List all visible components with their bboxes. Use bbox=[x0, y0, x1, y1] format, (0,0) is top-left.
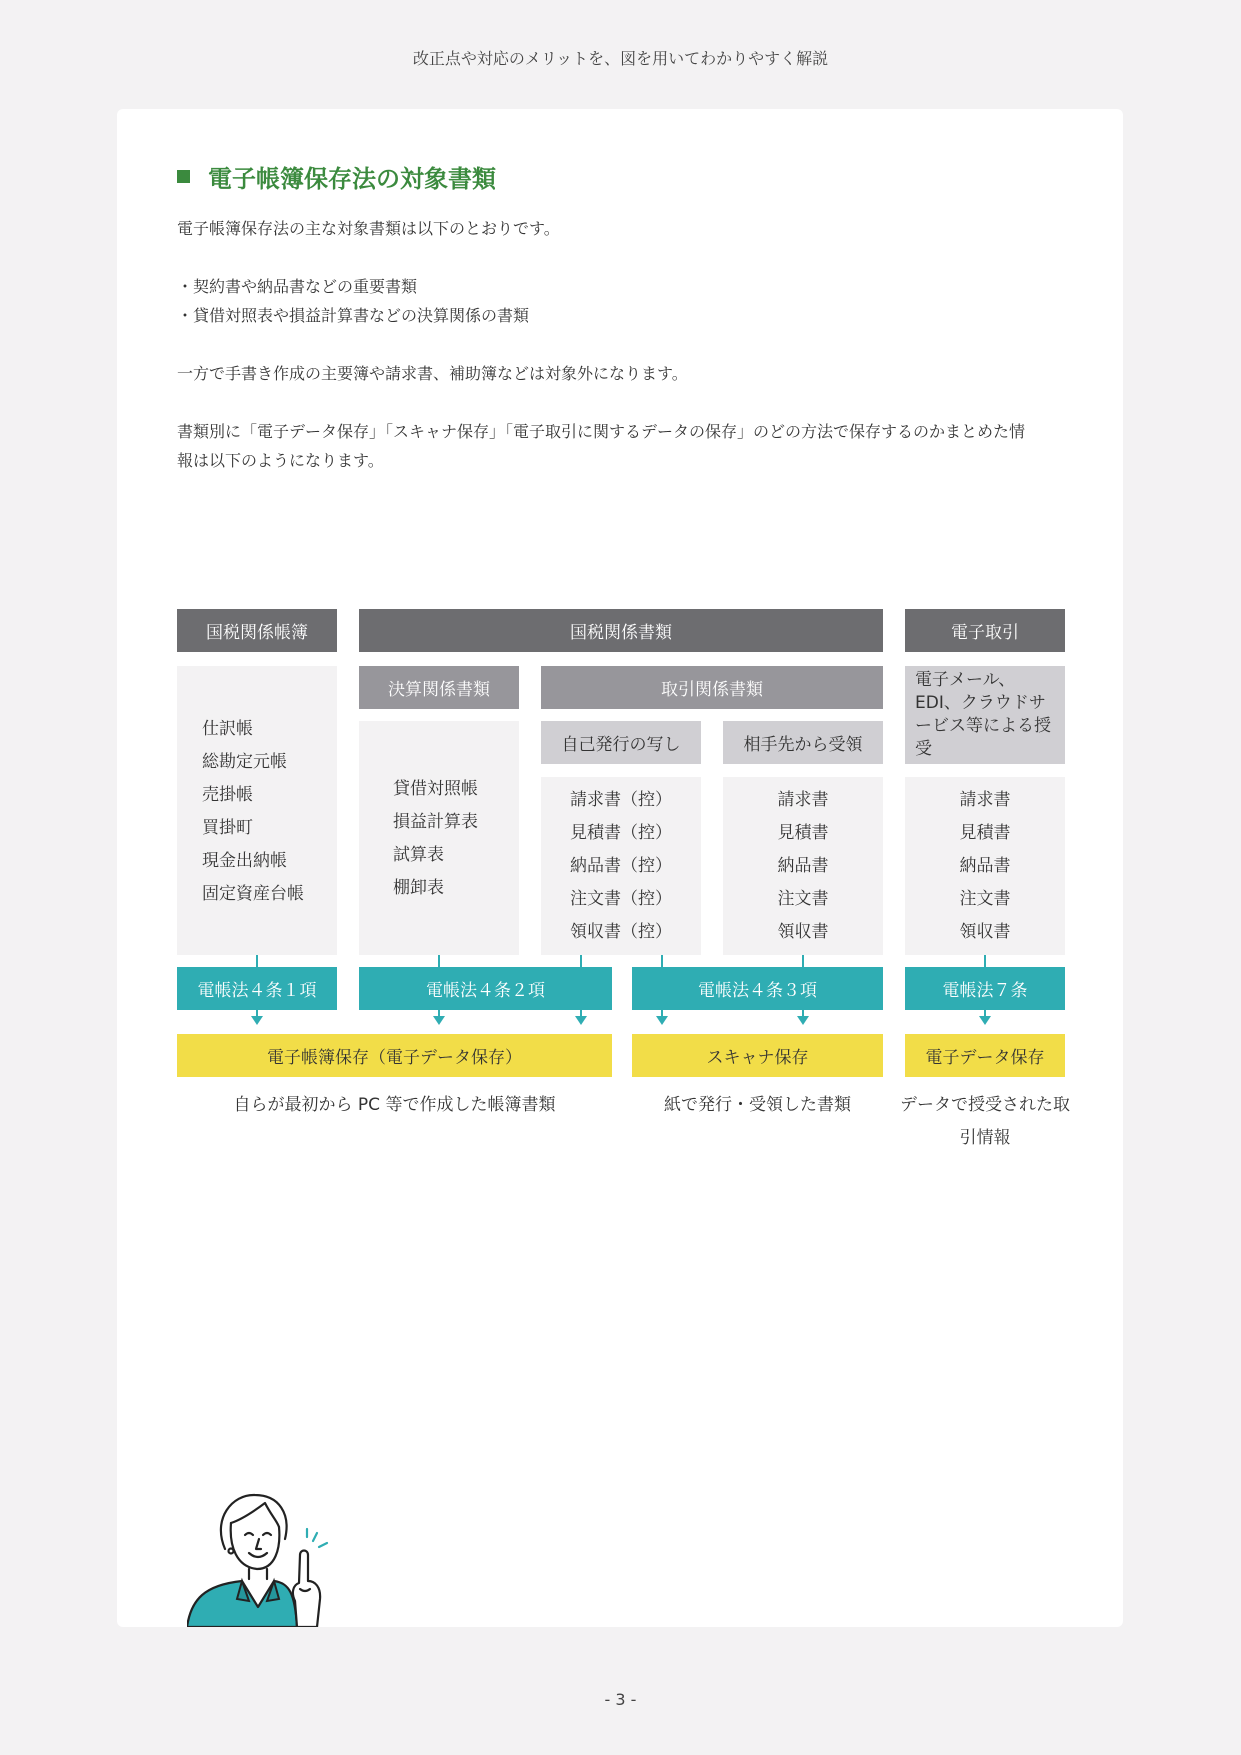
law-art4-2: 電帳法４条２項 bbox=[359, 967, 612, 1010]
list-item: 領収書 bbox=[777, 922, 829, 942]
list-item: 棚卸表 bbox=[393, 878, 444, 898]
page-number: - 3 - bbox=[604, 1690, 637, 1709]
connector-line bbox=[256, 955, 258, 967]
law-art4-1: 電帳法４条１項 bbox=[177, 967, 337, 1010]
connector-line bbox=[580, 955, 582, 967]
person-pointing-up-icon bbox=[187, 1489, 337, 1627]
content-card bbox=[117, 109, 1123, 1627]
list-item: 試算表 bbox=[393, 845, 444, 865]
list-item: 請求書 bbox=[777, 790, 829, 810]
list-item: 納品書（控） bbox=[570, 856, 672, 876]
header-tax-documents: 国税関係書類 bbox=[359, 609, 883, 652]
list-item: 注文書（控） bbox=[570, 889, 672, 909]
caption-scanner: 紙で発行・受領した書類 bbox=[664, 1095, 851, 1115]
connector-line bbox=[438, 955, 440, 967]
subheader-transaction: 取引関係書類 bbox=[541, 666, 883, 709]
subheader-electronic-means: 電子メール、EDI、クラウドサービス等による授受 bbox=[905, 666, 1065, 764]
arrow-down-icon bbox=[433, 1016, 445, 1025]
page-header-caption: 改正点や対応のメリットを、図を用いてわかりやすく解説 bbox=[412, 49, 829, 68]
summary-text-line1: 書類別に「電子データ保存」「スキャナ保存」「電子取引に関するデータの保存」のどの方法で保存するのかまとめた情 bbox=[177, 422, 1026, 441]
arrow-down-icon bbox=[797, 1016, 809, 1025]
list-item: 見積書（控） bbox=[570, 823, 672, 843]
arrow-down-icon bbox=[251, 1016, 263, 1025]
header-tax-books: 国税関係帳簿 bbox=[177, 609, 337, 652]
method-scanner: スキャナ保存 bbox=[632, 1034, 883, 1077]
arrow-down-icon bbox=[656, 1016, 668, 1025]
list-item: 注文書 bbox=[777, 889, 829, 909]
square-bullet-icon bbox=[177, 170, 190, 183]
list-item: 仕訳帳 bbox=[202, 719, 253, 739]
list-item: 現金出納帳 bbox=[202, 851, 287, 871]
list-item: 請求書 bbox=[959, 790, 1011, 810]
connector-line bbox=[984, 955, 986, 967]
list-item: 見積書 bbox=[959, 823, 1011, 843]
summary-text-line2: 報は以下のようになります。 bbox=[177, 451, 384, 470]
exclusion-text: 一方で手書き作成の主要簿や請求書、補助簿などは対象外になります。 bbox=[177, 364, 688, 383]
list-item: 領収書（控） bbox=[570, 922, 672, 942]
caption-electronic-books: 自らが最初から PC 等で作成した帳簿書類 bbox=[233, 1095, 556, 1115]
subheader-financial: 決算関係書類 bbox=[359, 666, 519, 709]
caption-electronic-data: データで授受された取引情報 bbox=[900, 1095, 1070, 1148]
intro-text: 電子帳簿保存法の主な対象書類は以下のとおりです。 bbox=[177, 219, 560, 238]
received-list bbox=[723, 784, 883, 949]
method-electronic-books: 電子帳簿保存（電子データ保存） bbox=[177, 1034, 612, 1077]
method-electronic-data: 電子データ保存 bbox=[905, 1034, 1065, 1077]
bullet-item: ・貸借対照表や損益計算書などの決算関係の書類 bbox=[177, 306, 530, 325]
tax-books-list bbox=[202, 713, 304, 911]
header-e-transactions: 電子取引 bbox=[905, 609, 1065, 652]
bullet-item: ・契約書や納品書などの重要書類 bbox=[177, 277, 418, 296]
list-item: 損益計算表 bbox=[393, 812, 478, 832]
list-item: 注文書 bbox=[959, 889, 1011, 909]
connector-line bbox=[802, 955, 804, 967]
subheader-self-issued: 自己発行の写し bbox=[541, 721, 701, 764]
arrow-down-icon bbox=[575, 1016, 587, 1025]
section-title bbox=[177, 159, 496, 194]
list-item: 見積書 bbox=[777, 823, 829, 843]
list-item: 貸借対照帳 bbox=[393, 779, 478, 799]
financial-list bbox=[393, 773, 478, 905]
self-issued-list bbox=[541, 784, 701, 949]
list-item: 納品書 bbox=[959, 856, 1011, 876]
list-item: 請求書（控） bbox=[570, 790, 672, 810]
list-item: 固定資産台帳 bbox=[202, 884, 304, 904]
subheader-received: 相手先から受領 bbox=[723, 721, 883, 764]
section-title-text: 電子帳簿保存法の対象書類 bbox=[208, 165, 496, 193]
electronic-list bbox=[905, 784, 1065, 949]
arrow-down-icon bbox=[979, 1016, 991, 1025]
list-item: 納品書 bbox=[777, 856, 829, 876]
list-item: 領収書 bbox=[959, 922, 1011, 942]
list-item: 売掛帳 bbox=[202, 785, 253, 805]
law-art7: 電帳法７条 bbox=[905, 967, 1065, 1010]
law-art4-3: 電帳法４条３項 bbox=[632, 967, 883, 1010]
connector-line bbox=[661, 955, 663, 967]
list-item: 総勘定元帳 bbox=[202, 752, 287, 772]
list-item: 買掛町 bbox=[202, 818, 253, 838]
